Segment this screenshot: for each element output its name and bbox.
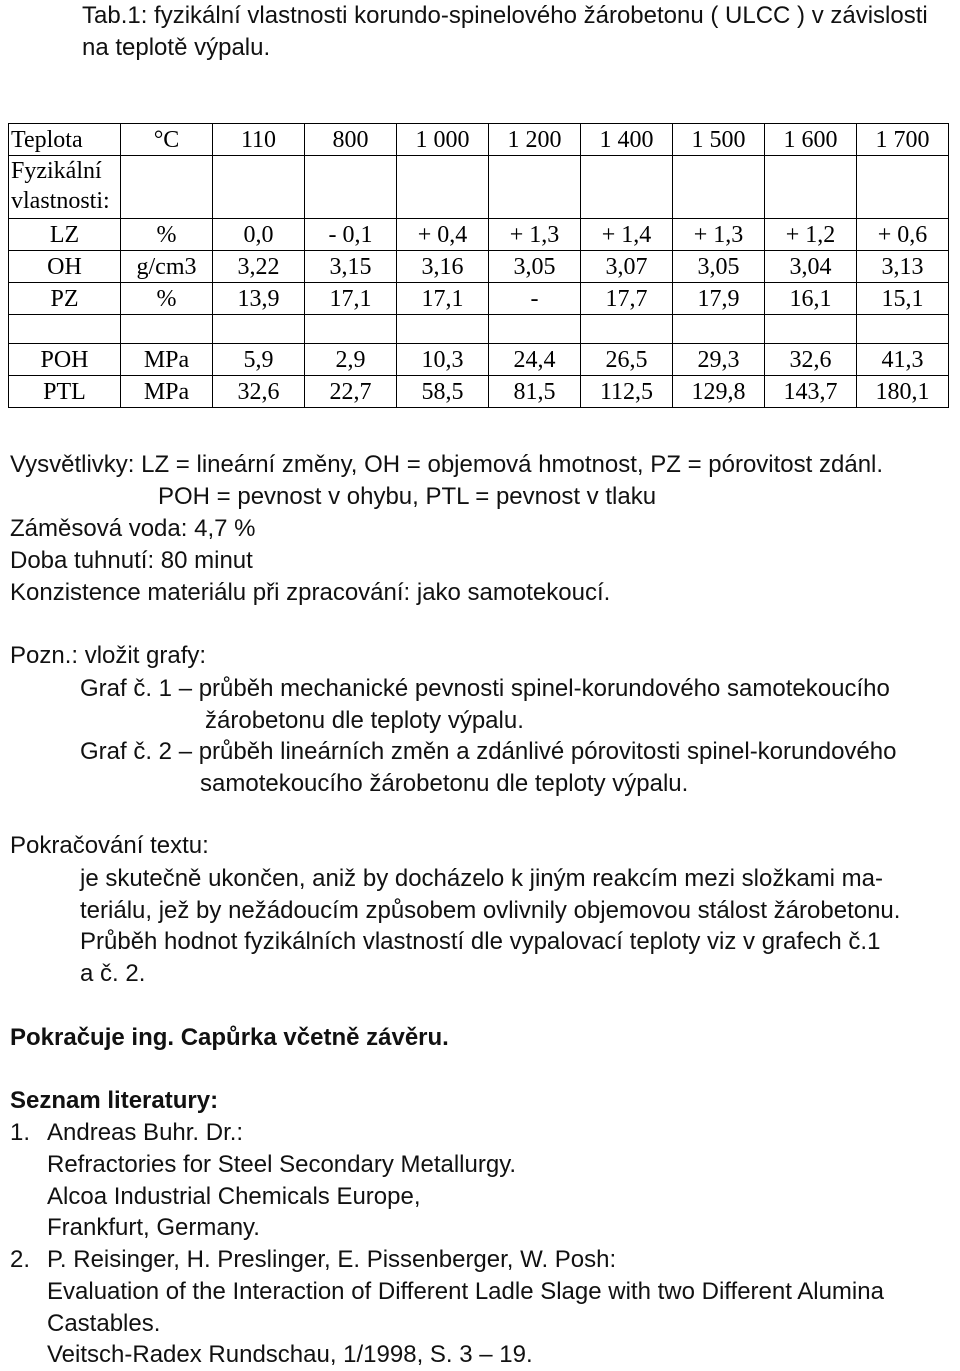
header-cell: 800: [305, 124, 397, 156]
graph-note: Graf č. 2 – průběh lineárních změn a zdánlivé pórovitosti spinel-korundového: [80, 738, 897, 765]
legend-line: Vysvětlivky: LZ = lineární změny, OH = objemová hmotnost, PZ = pórovitost zdánl.: [10, 451, 884, 478]
value-cell: 112,5: [581, 376, 673, 408]
value-cell: 3,04: [765, 251, 857, 283]
continues-note: Pokračuje ing. Capůrka včetně závěru.: [10, 1024, 449, 1051]
value-cell: 29,3: [673, 344, 765, 376]
value-cell: + 1,2: [765, 219, 857, 251]
reference-line: Andreas Buhr. Dr.:: [47, 1119, 244, 1146]
row-label: POH: [9, 344, 121, 376]
reference-line: P. Reisinger, H. Preslinger, E. Pissenberger, W. Posh:: [47, 1246, 617, 1273]
value-cell: + 0,4: [397, 219, 489, 251]
value-cell: 3,16: [397, 251, 489, 283]
value-cell: 24,4: [489, 344, 581, 376]
value-cell: 3,07: [581, 251, 673, 283]
value-cell: 26,5: [581, 344, 673, 376]
value-cell: 3,15: [305, 251, 397, 283]
value-cell: 3,05: [489, 251, 581, 283]
table-row: [9, 283, 949, 315]
section-label-row: [9, 156, 949, 219]
value-cell: 15,1: [857, 283, 949, 315]
header-cell: Teplota: [9, 124, 121, 156]
setting-time: Doba tuhnutí: 80 minut: [10, 547, 253, 574]
value-cell: + 1,4: [581, 219, 673, 251]
header-cell: 1 200: [489, 124, 581, 156]
paragraph-line: Průběh hodnot fyzikálních vlastností dle vypalovací teploty viz v grafech č.1: [80, 928, 881, 955]
reference-line: Refractories for Steel Secondary Metallurgy.: [47, 1151, 517, 1178]
reference-number: 2.: [10, 1246, 31, 1273]
continuation-label: Pokračování textu:: [10, 832, 209, 859]
value-cell: 10,3: [397, 344, 489, 376]
references-title: Seznam literatury:: [10, 1087, 219, 1114]
legend-line: POH = pevnost v ohybu, PTL = pevnost v tlaku: [158, 483, 657, 510]
row-label: PZ: [9, 283, 121, 315]
row-label: LZ: [9, 219, 121, 251]
note-label: Pozn.: vložit grafy:: [10, 642, 207, 669]
row-label: PTL: [9, 376, 121, 408]
value-cell: 17,7: [581, 283, 673, 315]
unit-cell: %: [121, 219, 213, 251]
value-cell: -: [489, 283, 581, 315]
unit-cell: %: [121, 283, 213, 315]
properties-table: [8, 123, 949, 408]
value-cell: 17,1: [305, 283, 397, 315]
consistency: Konzistence materiálu při zpracování: jako samotekoucí.: [10, 579, 611, 606]
value-cell: + 1,3: [673, 219, 765, 251]
value-cell: 129,8: [673, 376, 765, 408]
header-cell: 1 400: [581, 124, 673, 156]
header-cell: 1 500: [673, 124, 765, 156]
value-cell: 3,13: [857, 251, 949, 283]
paragraph-line: je skutečně ukončen, aniž by docházelo k jiným reakcím mezi složkami ma-: [80, 865, 883, 892]
value-cell: 32,6: [765, 344, 857, 376]
graph-note: samotekoucího žárobetonu dle teploty výpalu.: [200, 770, 689, 797]
value-cell: 3,22: [213, 251, 305, 283]
value-cell: 5,9: [213, 344, 305, 376]
reference-line: Frankfurt, Germany.: [47, 1214, 260, 1241]
value-cell: 17,9: [673, 283, 765, 315]
header-cell: 1 600: [765, 124, 857, 156]
unit-cell: MPa: [121, 376, 213, 408]
table-row: [9, 376, 949, 408]
header-cell: 1 700: [857, 124, 949, 156]
paragraph-line: a č. 2.: [80, 960, 146, 987]
value-cell: 3,05: [673, 251, 765, 283]
value-cell: 32,6: [213, 376, 305, 408]
section-label: Fyzikální vlastnosti:: [9, 156, 121, 219]
value-cell: + 0,6: [857, 219, 949, 251]
value-cell: - 0,1: [305, 219, 397, 251]
value-cell: 17,1: [397, 283, 489, 315]
unit-cell: MPa: [121, 344, 213, 376]
reference-number: 1.: [10, 1119, 31, 1146]
reference-line: Castables.: [47, 1310, 161, 1337]
spacer-row: [9, 315, 949, 344]
mixing-water: Záměsová voda: 4,7 %: [10, 515, 256, 542]
value-cell: 58,5: [397, 376, 489, 408]
header-cell: 110: [213, 124, 305, 156]
value-cell: 22,7: [305, 376, 397, 408]
table-row: [9, 251, 949, 283]
value-cell: + 1,3: [489, 219, 581, 251]
value-cell: 2,9: [305, 344, 397, 376]
header-cell: 1 000: [397, 124, 489, 156]
table-caption: Tab.1: fyzikální vlastnosti korundo-spinelového žárobetonu ( ULCC ) v závislosti na teplotě výpalu.: [82, 2, 928, 61]
value-cell: 41,3: [857, 344, 949, 376]
graph-note: žárobetonu dle teploty výpalu.: [205, 707, 524, 734]
value-cell: 143,7: [765, 376, 857, 408]
value-cell: 180,1: [857, 376, 949, 408]
table-header-row: [9, 124, 949, 156]
value-cell: 16,1: [765, 283, 857, 315]
reference-line: Alcoa Industrial Chemicals Europe,: [47, 1183, 421, 1210]
row-label: OH: [9, 251, 121, 283]
reference-line: Evaluation of the Interaction of Different Ladle Slage with two Different Alumina: [47, 1278, 884, 1305]
graph-note: Graf č. 1 – průběh mechanické pevnosti spinel-korundového samotekoucího: [80, 675, 890, 702]
reference-line: Veitsch-Radex Rundschau, 1/1998, S. 3 – 19.: [47, 1341, 533, 1368]
unit-cell: g/cm3: [121, 251, 213, 283]
table-row: [9, 344, 949, 376]
value-cell: 0,0: [213, 219, 305, 251]
header-cell: °C: [121, 124, 213, 156]
paragraph-line: teriálu, jež by nežádoucím způsobem ovlivnily objemovou stálost žárobetonu.: [80, 897, 901, 924]
table-row: [9, 219, 949, 251]
value-cell: 81,5: [489, 376, 581, 408]
value-cell: 13,9: [213, 283, 305, 315]
